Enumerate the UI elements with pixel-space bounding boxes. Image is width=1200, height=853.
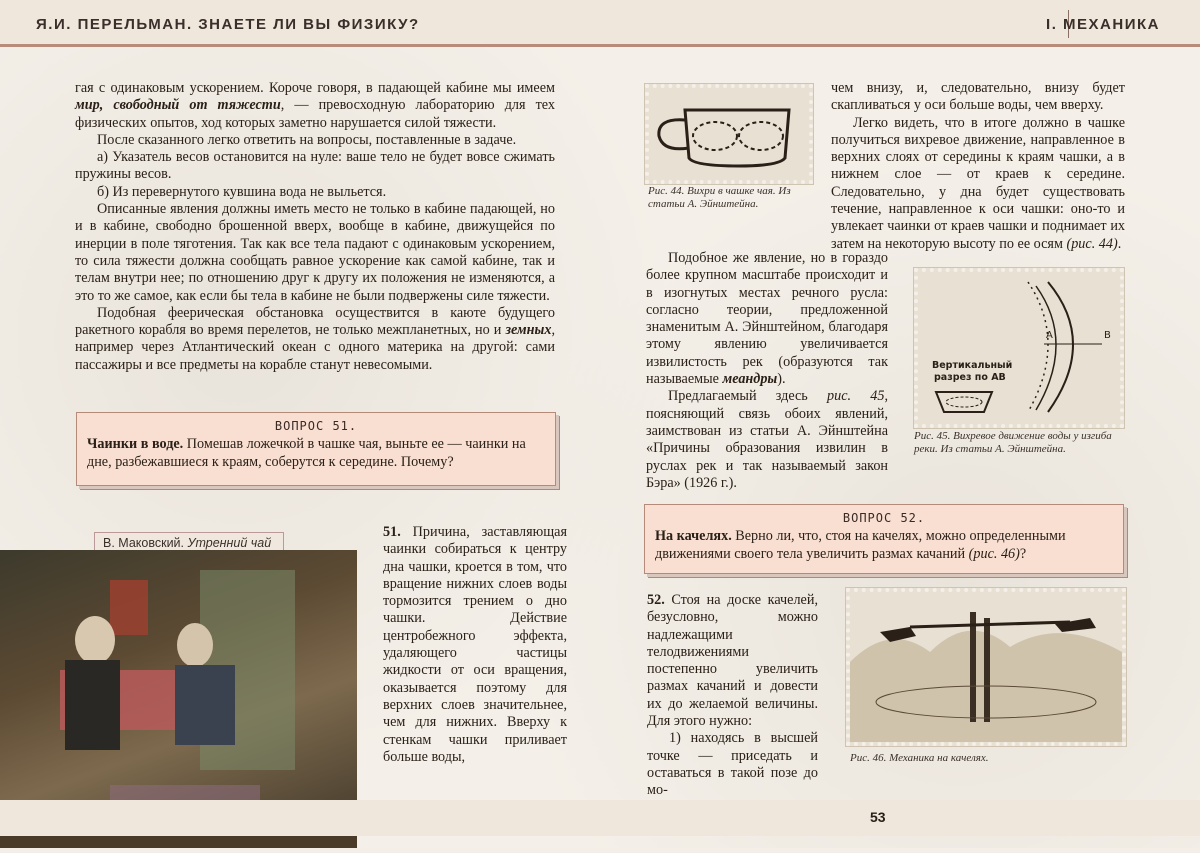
running-header bbox=[0, 0, 1200, 47]
painting-label: В. Маковский. Утренний чай bbox=[94, 532, 284, 554]
figure-44-caption: Рис. 44. Вихри в чашке чая. Из статьи А. Эйнштейна. bbox=[648, 185, 791, 210]
paragraph: гая с одинаковым ускорением. Короче говоря, в падающей кабине мы имеем мир, свободный от тяжести, — превосходную лабораторию для тех физических опытов, ход которых заметно нарушается силой тяжести. bbox=[75, 80, 555, 131]
paragraph: Описанные явления должны иметь место не только в кабине падающей, но и в кабине, свободно брошенной вверх, вообще в кабине, движущейся по инерции в поле тяготения. Так как все тела падают с одинаковым ускорением, то сила тяжести должна сообщать равное ускорение как самой кабине, так и телам внутри нее; по отношению друг к другу их положения не изменяются, а это то же самое, как если бы тела в кабине не были подвержены силе тяжести. bbox=[75, 201, 555, 304]
paragraph: а) Указатель весов остановится на нуле: ваше тело не будет вовсе сжимать пружины весов. bbox=[75, 149, 555, 183]
answer-52-text: 52. Стоя на доске качелей, безусловно, можно надлежащими телодвижениями постепенно увеличить размах качаний и довести их до желаемой величины. Для этого нужно: 1) находясь в высшей точке — приседать и оставаться в такой позе до мо- bbox=[647, 592, 818, 799]
figure-45-caption: Рис. 45. Вихревое движение воды у изгиба реки. Из статьи А. Эйнштейна. bbox=[914, 430, 1112, 455]
question-52-box bbox=[644, 504, 1124, 574]
paragraph: Подобная феерическая обстановка осуществится в каюте будущего ракетного корабля во время перелетов, не только межпланетных, но и земных, например через Атлантический океан с одного материка на другой: сами пассажиры и все предметы на корабле станут невесомыми. bbox=[75, 304, 555, 373]
left-column-text bbox=[75, 80, 555, 374]
right-top-text: чем внизу, и, следовательно, внизу будет скапливаться у оси больше воды, чем вверху. Легко видеть, что в итоге должно в чашке получиться вихревое движение, направленное в верхних слоях от середины к краям чашки, а в нижнем слое — от краев к середине. Следовательно, у дна будет существовать течение, направленное к оси чашки: оно-то и увлекает чаинки от краев чашки и поднимает их затем на некоторую высоту по ее осям (рис. 44). bbox=[831, 80, 1125, 252]
question-51-box bbox=[76, 412, 556, 486]
figure-45-label-2: разрез по АВ bbox=[934, 372, 1006, 383]
figure-44-cup-vortex bbox=[645, 84, 813, 184]
header-chapter-title: I. МЕХАНИКА bbox=[1046, 16, 1160, 33]
page-footer bbox=[0, 800, 1200, 836]
question-51-text: Чаинки в воде. Помешав ложечкой в чашке чая, выньте ее — чаинки на дне, разбежавшиеся к краям, соберутся к середине. Почему? bbox=[87, 436, 526, 470]
header-book-title: Я.И. ПЕРЕЛЬМАН. ЗНАЕТЕ ЛИ ВЫ ФИЗИКУ? bbox=[36, 16, 420, 33]
figure-45-river-bend bbox=[914, 268, 1124, 428]
figure-45-label-1: Вертикальный bbox=[932, 360, 1013, 371]
question-51-title: ВОПРОС 51. bbox=[274, 419, 358, 433]
paragraph: б) Из перевернутого кувшина вода не выльется. bbox=[97, 183, 387, 200]
question-52-text: На качелях. Верно ли, что, стоя на качелях, можно определенными движениями своего тела увеличить размах качаний (рис. 46)? bbox=[655, 528, 1066, 562]
page-number: 53 bbox=[870, 809, 886, 825]
figure-45-label-b: В bbox=[1104, 330, 1111, 341]
middle-text: Подобное же явление, но в гораздо более крупном масштабе происходит и в изогнутых местах речного русла: согласно теории, предложенной знаменитым А. Эйнштейном, благодаря этому явлению увеличивается извилистость рек (образуются так называемые меандры). Предлагаемый здесь рис. 45, поясняющий связь обоих явлений, заимствован из статьи А. Эйнштейна «Причины образования извилин в руслах рек и так называемый закон Бэра» (1926 г.). bbox=[646, 250, 888, 491]
figure-46-swing bbox=[846, 588, 1126, 746]
question-52-title: ВОПРОС 52. bbox=[842, 511, 926, 525]
figure-45-label-a: А bbox=[1046, 330, 1053, 341]
paragraph: После сказанного легко ответить на вопросы, поставленные в задаче. bbox=[97, 131, 517, 148]
answer-51-text: 51. Причина, заставляющая чаинки собираться к центру дна чашки, кроется в том, что вращение нижних слоев воды тормозится трением о дно чашки. Действие центробежного эффекта, удаляющего частицы жидкости от оси вращения, оказывается поэтому для верхних слоев значительнее, чем для нижних. Вверху к стенкам чашки приливает больше воды, bbox=[383, 524, 567, 765]
figure-46-caption: Рис. 46. Механика на качелях. bbox=[850, 752, 989, 764]
